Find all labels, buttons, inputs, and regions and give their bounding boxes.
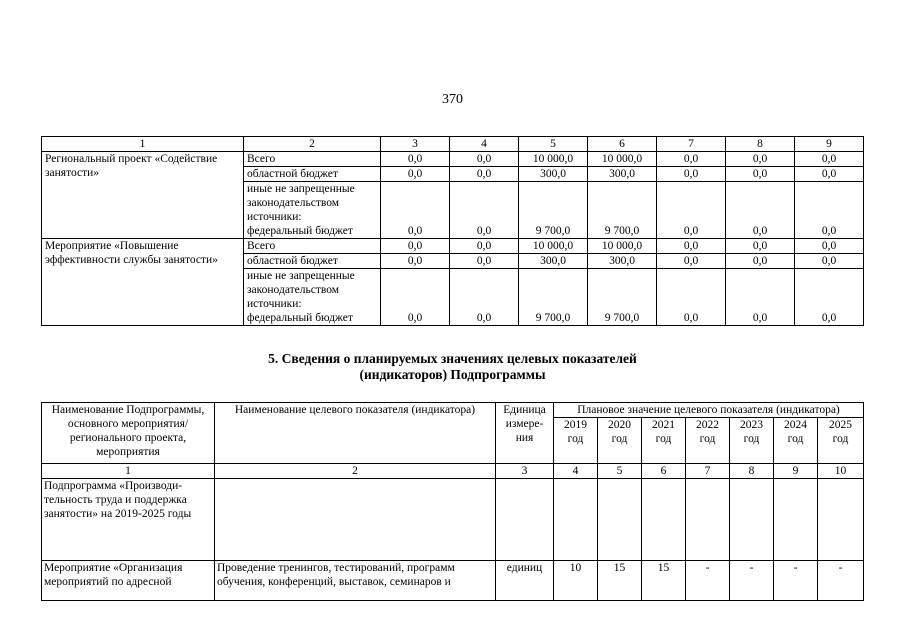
column-number: 5 xyxy=(598,464,642,479)
planned-value-cell: - xyxy=(774,561,818,601)
column-number: 7 xyxy=(686,464,730,479)
column-number: 3 xyxy=(496,464,554,479)
empty-cell xyxy=(686,479,730,561)
year-header: 2025 год xyxy=(818,418,864,464)
value-cell: 0,0 xyxy=(726,254,795,269)
value-cell: 10 000,0 xyxy=(519,239,588,254)
empty-cell xyxy=(818,479,864,561)
column-number: 2 xyxy=(244,137,381,152)
column-number: 8 xyxy=(730,464,774,479)
page-number: 370 xyxy=(442,92,463,107)
section-title xyxy=(0,351,905,383)
value-cell: 0,0 xyxy=(795,182,864,239)
planned-value-cell: - xyxy=(686,561,730,601)
value-cell: 0,0 xyxy=(657,239,726,254)
head-subprogram-name: Наименование Подпрограммы, основного мероприятия/ регионального проекта, мероприятия xyxy=(42,403,215,464)
value-cell: 0,0 xyxy=(450,254,519,269)
value-cell: 0,0 xyxy=(795,152,864,167)
value-cell: 300,0 xyxy=(519,254,588,269)
empty-cell xyxy=(598,479,642,561)
table-header-row xyxy=(42,137,864,152)
value-cell: 0,0 xyxy=(450,269,519,326)
source-line: федеральный бюджет xyxy=(247,312,353,324)
year-header: 2019 год xyxy=(554,418,598,464)
value-cell: 0,0 xyxy=(450,182,519,239)
value-cell: 0,0 xyxy=(450,167,519,182)
value-cell: 0,0 xyxy=(726,182,795,239)
value-cell: 0,0 xyxy=(726,152,795,167)
head-unit: Единица измере-ния xyxy=(496,403,554,464)
column-number: 4 xyxy=(554,464,598,479)
value-cell: 9 700,0 xyxy=(519,269,588,326)
table-row xyxy=(42,152,864,167)
value-cell: 0,0 xyxy=(381,239,450,254)
value-cell: 0,0 xyxy=(657,152,726,167)
planned-value-cell: - xyxy=(730,561,774,601)
value-cell: 0,0 xyxy=(381,182,450,239)
column-number: 8 xyxy=(726,137,795,152)
source-cell: Всего xyxy=(244,152,381,167)
empty-cell xyxy=(642,479,686,561)
column-number: 9 xyxy=(774,464,818,479)
empty-cell xyxy=(554,479,598,561)
value-cell: 0,0 xyxy=(795,167,864,182)
column-number: 4 xyxy=(450,137,519,152)
planned-value-cell: 10 xyxy=(554,561,598,601)
value-cell: 0,0 xyxy=(795,269,864,326)
block-name-cell: Региональный проект «Содействие занятости» xyxy=(42,152,244,239)
subprogram-name-cell: Подпрограмма «Производи-тельность труда и поддержка занятости» на 2019-2025 годы xyxy=(42,479,215,561)
planned-value-cell: - xyxy=(818,561,864,601)
value-cell: 300,0 xyxy=(519,167,588,182)
column-number: 9 xyxy=(795,137,864,152)
column-number: 6 xyxy=(588,137,657,152)
value-cell: 0,0 xyxy=(726,167,795,182)
value-cell: 0,0 xyxy=(381,167,450,182)
year-header: 2020 год xyxy=(598,418,642,464)
value-cell: 10 000,0 xyxy=(588,239,657,254)
planned-value-cell: 15 xyxy=(598,561,642,601)
value-cell: 0,0 xyxy=(450,239,519,254)
section-title-line1: 5. Сведения о планируемых значениях целевых показателей xyxy=(268,351,637,366)
unit-cell: единиц xyxy=(496,561,554,601)
source-line: источники: xyxy=(247,211,302,223)
value-cell: 0,0 xyxy=(657,254,726,269)
source-line: источники: xyxy=(247,298,302,310)
value-cell: 10 000,0 xyxy=(519,152,588,167)
empty-cell xyxy=(730,479,774,561)
value-cell: 10 000,0 xyxy=(588,152,657,167)
value-cell: 9 700,0 xyxy=(588,182,657,239)
value-cell: 0,0 xyxy=(795,239,864,254)
source-cell: областной бюджет xyxy=(244,167,381,182)
value-cell: 0,0 xyxy=(726,239,795,254)
table-row xyxy=(42,239,864,254)
value-cell: 0,0 xyxy=(657,182,726,239)
value-cell: 0,0 xyxy=(381,152,450,167)
source-cell xyxy=(244,269,381,326)
column-number: 1 xyxy=(42,137,244,152)
source-line: законодательством xyxy=(247,197,340,209)
value-cell: 0,0 xyxy=(381,254,450,269)
source-line: федеральный бюджет xyxy=(247,225,353,237)
value-cell: 9 700,0 xyxy=(519,182,588,239)
column-number: 1 xyxy=(42,464,215,479)
year-header: 2021 год xyxy=(642,418,686,464)
column-number: 6 xyxy=(642,464,686,479)
planned-value-cell: 15 xyxy=(642,561,686,601)
year-header: 2023 год xyxy=(730,418,774,464)
value-cell: 9 700,0 xyxy=(588,269,657,326)
source-line: иные не запрещенные xyxy=(247,270,355,282)
column-number: 3 xyxy=(381,137,450,152)
value-cell: 0,0 xyxy=(657,167,726,182)
value-cell: 0,0 xyxy=(450,152,519,167)
head-planned-value: Плановое значение целевого показателя (индикатора) xyxy=(554,403,864,418)
value-cell: 0,0 xyxy=(795,254,864,269)
empty-cell xyxy=(215,479,496,561)
column-number: 5 xyxy=(519,137,588,152)
block-name-cell: Мероприятие «Повышение эффективности службы занятости» xyxy=(42,239,244,326)
source-line: законодательством xyxy=(247,284,340,296)
value-cell: 0,0 xyxy=(657,269,726,326)
indicator-cell: Проведение тренингов, тестирований, программ обучения, конференций, выставок, семинаров и xyxy=(215,561,496,601)
head-indicator-name: Наименование целевого показателя (индикатора) xyxy=(215,403,496,464)
value-cell: 300,0 xyxy=(588,254,657,269)
column-number: 2 xyxy=(215,464,496,479)
source-line: иные не запрещенные xyxy=(247,183,355,195)
section-title-line2: (индикаторов) Подпрограммы xyxy=(359,367,546,382)
financing-table xyxy=(41,136,864,326)
year-header: 2022 год xyxy=(686,418,730,464)
empty-cell xyxy=(774,479,818,561)
value-cell: 300,0 xyxy=(588,167,657,182)
column-number: 7 xyxy=(657,137,726,152)
value-cell: 0,0 xyxy=(726,269,795,326)
column-number: 10 xyxy=(818,464,864,479)
activity-name-cell: Мероприятие «Организация мероприятий по адресной xyxy=(42,561,215,601)
source-cell: Всего xyxy=(244,239,381,254)
source-cell xyxy=(244,182,381,239)
empty-cell xyxy=(496,479,554,561)
indicators-table xyxy=(41,402,864,601)
year-header: 2024 год xyxy=(774,418,818,464)
source-cell: областной бюджет xyxy=(244,254,381,269)
value-cell: 0,0 xyxy=(381,269,450,326)
